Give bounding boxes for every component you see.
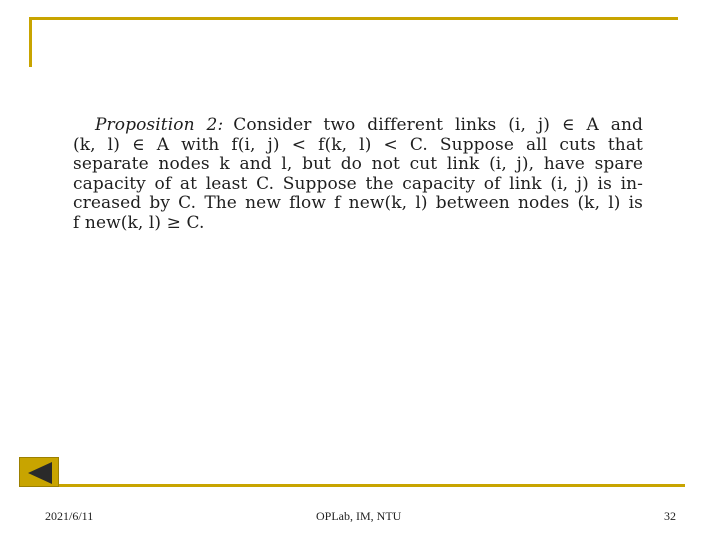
frame-top-rule [29,17,678,20]
footer-page-number: 32 [664,509,676,523]
proposition-label: Proposition 2: [95,115,224,135]
left-triangle-icon [20,458,60,488]
proposition-text [73,116,643,233]
proposition-line-6: f new(k, l) ≥ C. [73,212,205,233]
proposition-line-4: capacity of at least C. Suppose the capacity of link (i, j) is in- [73,173,643,194]
footer-organization: OPLab, IM, NTU [316,509,402,523]
frame-left-rule [29,17,32,67]
proposition-line-5: creased by C. The new flow f new(k, l) between nodes (k, l) is [73,193,643,213]
proposition-line-1-text: Consider two different links (i, j) ∈ A and [233,115,643,135]
frame-bottom-rule [36,484,685,487]
proposition-line-2: (k, l) ∈ A with f(i, j) < f(k, l) < C. Suppose all cuts that [73,134,643,155]
proposition-line-3: separate nodes k and l, but do not cut link (i, j), have spare [73,154,643,174]
previous-slide-button[interactable] [19,457,59,487]
footer-date: 2021/6/11 [45,509,94,523]
proposition-line-1 [73,116,643,136]
